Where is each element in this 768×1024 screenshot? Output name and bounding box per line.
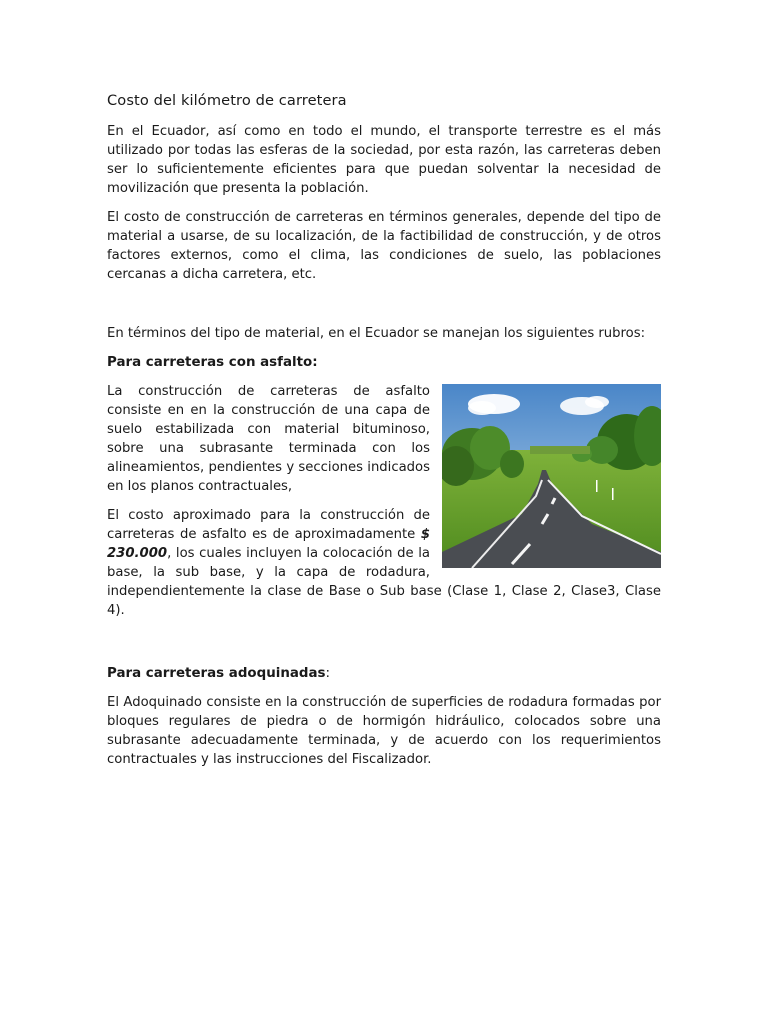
blank-space-2: [107, 630, 661, 664]
asphalt-paragraph-1: La construcción de carreteras de asfalto consiste en en la construcción de una capa de suelo estabilizada con material bituminoso, sobre una subrasante terminada con los alineamientos, pendientes y secciones indicados en los planos contractuales,: [107, 384, 430, 494]
asphalt-cost-text-end: , los cuales incluyen la colocación de la base, la sub base, y la capa de rodadura, independientemente la clase de Base o Sub base (Clase 1, Clase 2, Clase3, Clase 4).: [107, 546, 661, 618]
asphalt-cost-text-start: El costo aproximado para la construcción de carreteras de asfalto es de aproximadamente: [107, 508, 430, 542]
blank-space: [107, 294, 661, 324]
asphalt-cost-value: $ 230.000: [107, 527, 430, 561]
intro-paragraph-3: En términos del tipo de material, en el Ecuador se manejan los siguientes rubros:: [107, 326, 646, 341]
paving-paragraph-1: El Adoquinado consiste en la construcción de superficies de rodadura formadas por bloques regulares de piedra o de hormigón hidráulico, colocados sobre una subrasante adecuadamente terminada, y de acuerdo con los requerimientos contractuales y las instrucciones del Fiscalizador.: [107, 695, 661, 767]
document-title: Costo del kilómetro de carretera: [107, 92, 347, 109]
asphalt-section-heading: Para carreteras con asfalto:: [107, 355, 318, 370]
road-photo-image: [442, 384, 661, 568]
document-body: [107, 90, 661, 779]
intro-paragraph-2: El costo de construcción de carreteras en términos generales, depende del tipo de material a usarse, de su localización, de la factibilidad de construcción, y de otros factores externos, como el clima, las condiciones de suelo, las poblaciones cercanas a dicha carretera, etc.: [107, 210, 661, 282]
paving-heading-text: Para carreteras adoquinadas: [107, 666, 326, 681]
paving-section-heading: [107, 664, 661, 683]
intro-paragraph-1: En el Ecuador, así como en todo el mundo, el transporte terrestre es el más utilizado por todas las esferas de la sociedad, por esta razón, las carreteras deben ser lo suficientemente eficientes para que puedan solventar la necesidad de movilización que presenta la población.: [107, 124, 661, 196]
paving-heading-colon: :: [325, 666, 331, 681]
